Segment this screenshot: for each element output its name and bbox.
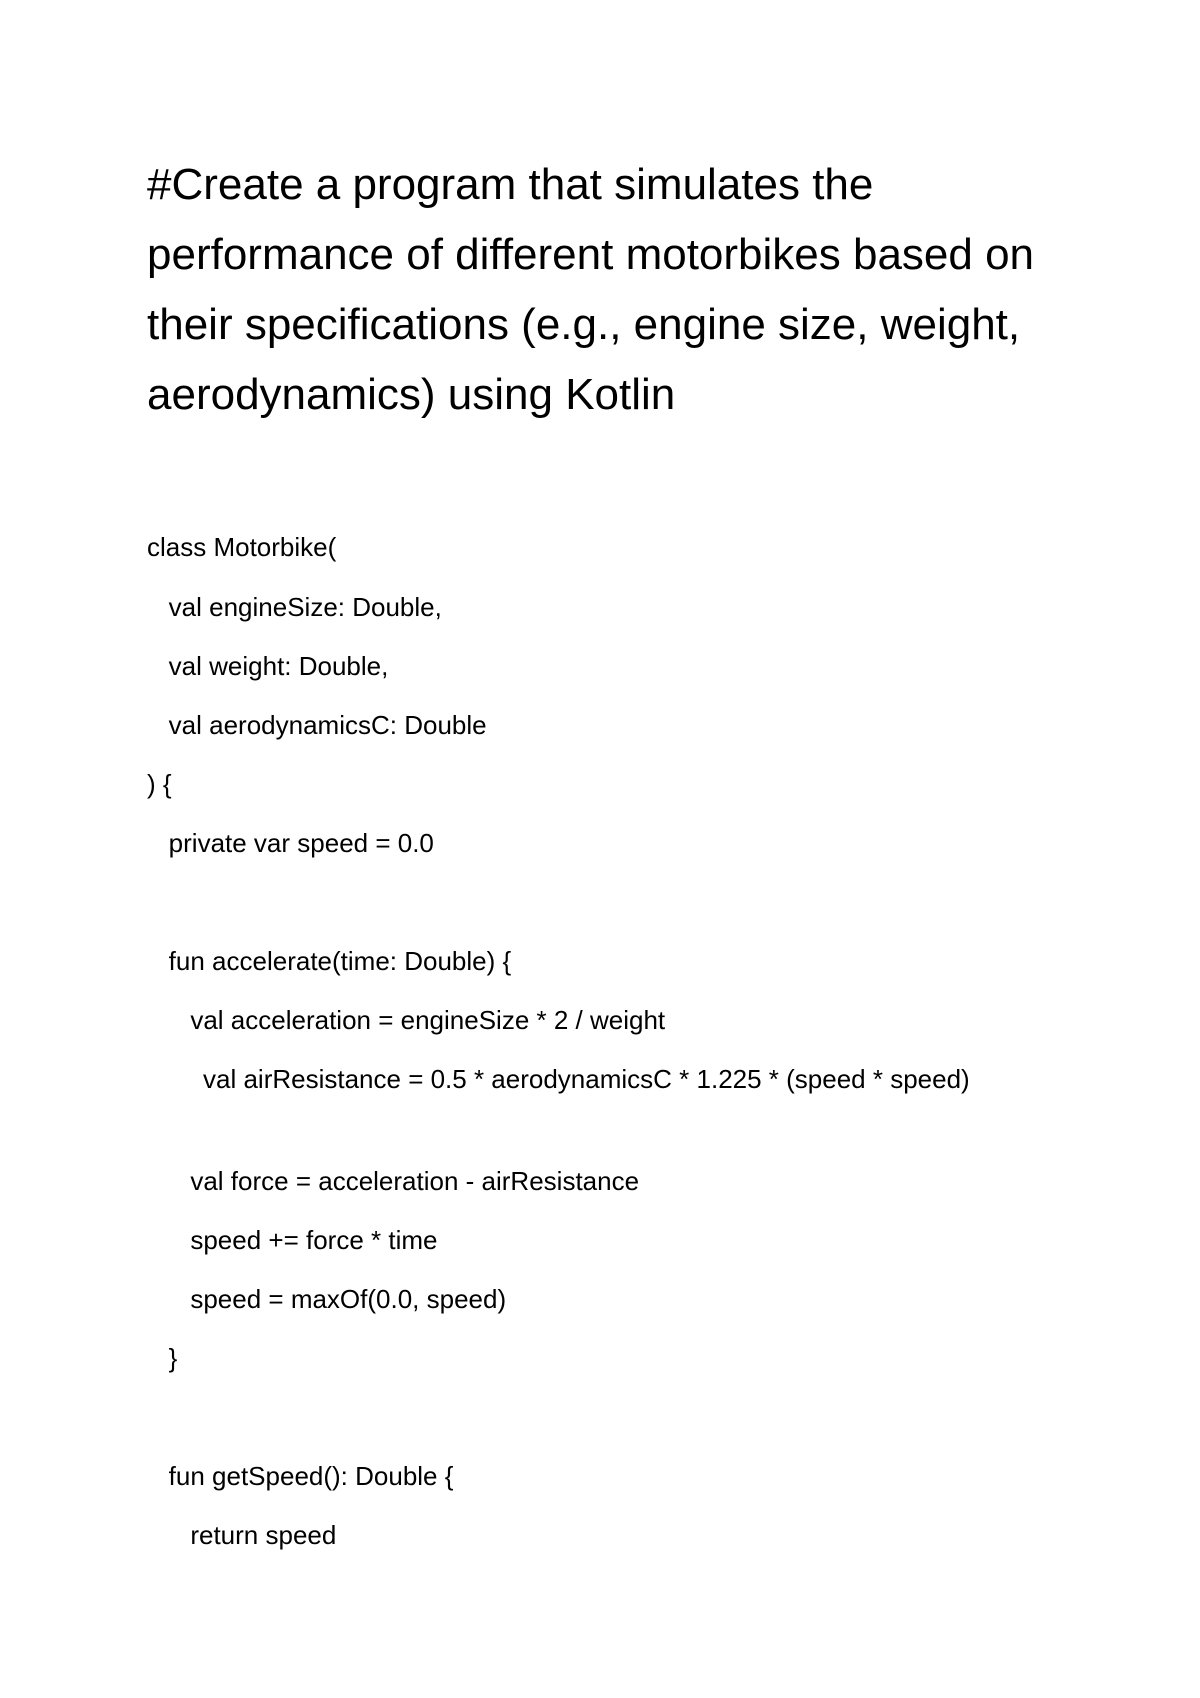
code-line: fun getSpeed(): Double { (147, 1461, 454, 1491)
code-line: speed = maxOf(0.0, speed) (147, 1284, 507, 1314)
code-line: private var speed = 0.0 (147, 828, 434, 858)
code-line: val airResistance = 0.5 * aerodynamicsC * 1.225 * (speed * speed) (203, 1064, 970, 1094)
code-line: speed += force * time (147, 1225, 438, 1255)
code-line: val force = acceleration - airResistance (147, 1166, 640, 1196)
code-line: val engineSize: Double, (147, 592, 442, 622)
code-line: val weight: Double, (147, 651, 389, 681)
code-line: class Motorbike( (147, 532, 337, 562)
code-line: fun accelerate(time: Double) { (147, 946, 512, 976)
code-line: val aerodynamicsC: Double (147, 710, 487, 740)
code-line: return speed (147, 1520, 337, 1550)
code-line: ) { (147, 769, 172, 799)
code-line: } (147, 1343, 178, 1373)
document-heading: #Create a program that simulates the performance of different motorbikes based on their specifications (e.g., engine size, weight, aerodynamics) using Kotlin (147, 160, 1035, 419)
code-line: val acceleration = engineSize * 2 / weight (147, 1005, 666, 1035)
